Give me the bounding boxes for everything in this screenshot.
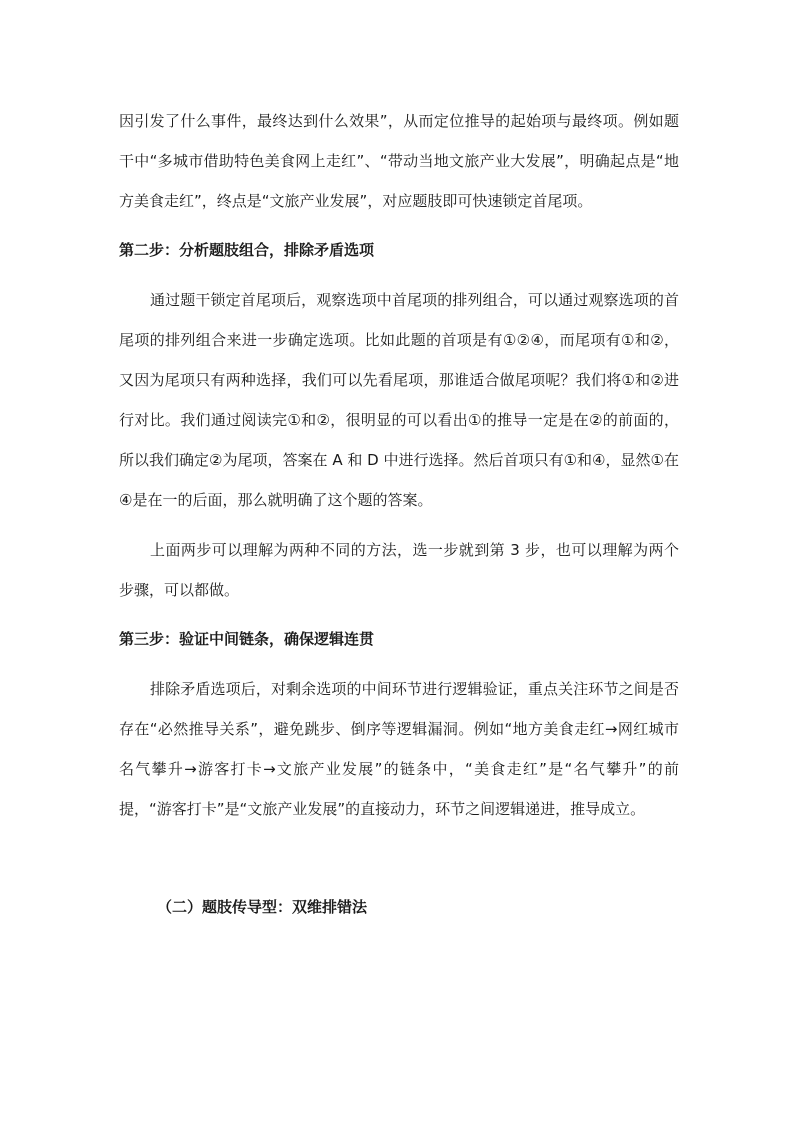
document-body xyxy=(119,101,679,927)
heading-step-two: 第二步：分析题肢组合，排除矛盾选项 xyxy=(119,241,375,259)
section-title: （二）题肢传导型：双维排错法 xyxy=(157,898,368,916)
paragraph-intro: 因引发了什么事件，最终达到什么效果”，从而定位推导的起始项与最终项。例如题干中“多城市借助特色美食网上走红”、“带动当地文旅产业大发展”，明确起点是“地方美食走红”，终点是“文旅产业发展”，对应题肢即可快速锁定首尾项。 xyxy=(119,112,679,210)
paragraph-step-three: 排除矛盾选项后，对剩余选项的中间环节进行逻辑验证，重点关注环节之间是否存在“必然推导关系”，避免跳步、倒序等逻辑漏洞。例如“地方美食走红→网红城市名气攀升→游客打卡→文旅产业发展”的链条中，“美食走红”是“名气攀升”的前提，“游客打卡”是“文旅产业发展”的直接动力，环节之间逻辑递进，推导成立。 xyxy=(119,680,679,818)
paragraph-two-methods: 上面两步可以理解为两种不同的方法，选一步就到第 3 步，也可以理解为两个步骤，可以都做。 xyxy=(119,541,679,599)
paragraph-step-two: 通过题干锁定首尾项后，观察选项中首尾项的排列组合，可以通过观察选项的首尾项的排列组合来进一步确定选项。比如此题的首项是有①②④，而尾项有①和②，又因为尾项只有两种选择，我们可以先看尾项，那谁适合做尾项呢？我们将①和②进行对比。我们通过阅读完①和②，很明显的可以看出①的推导一定是在②的前面的，所以我们确定②为尾项，答案在 A 和 D 中进行选择。然后首项只有①和④，显然①在④是在一的后面，那么就明确了这个题的答案。 xyxy=(119,291,679,509)
heading-step-three: 第三步：验证中间链条，确保逻辑连贯 xyxy=(119,630,375,648)
